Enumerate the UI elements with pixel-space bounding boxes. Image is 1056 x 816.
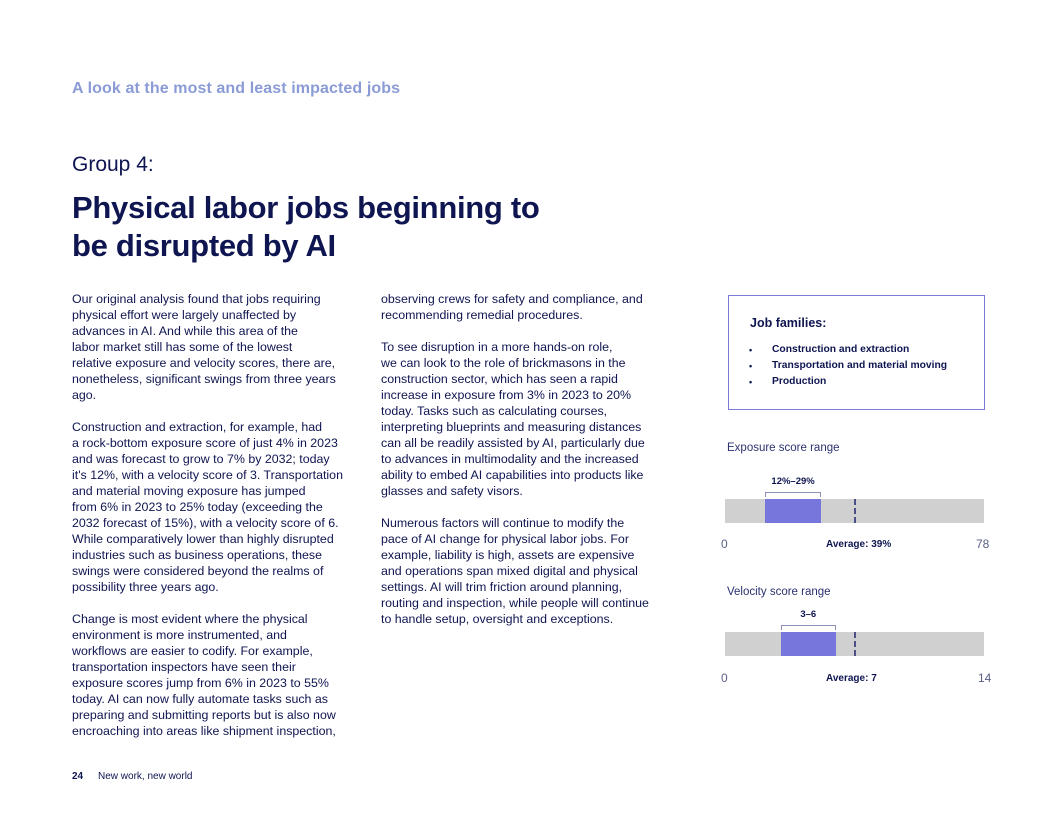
body-paragraph: observing crews for safety and compliance, and recommending remedial procedures. [381,292,643,322]
section-label: A look at the most and least impacted jobs [72,80,401,97]
group-label: Group 4: [72,153,154,176]
body-paragraph: To see disruption in a more hands-on role, we can look to the role of brickmasons in the construction sector, which has seen a rapid increase in exposure from 3% in 2023 to 20% today. Tasks such as calculating courses, interpreting blueprints and measuring distances can all be readily assisted by AI, particularly due to advances in multimodality and the increased ability to embed AI capabilities into products like glasses and safety visors. [381,340,645,498]
page-title-line-2: be disrupted by AI [72,228,336,263]
axis-min-label: 0 [721,671,728,685]
chart-title: Velocity score range [727,586,831,598]
range-label: 3–6 [800,609,817,620]
range-bracket [765,492,821,497]
chart-title: Exposure score range [727,442,840,454]
chart-track [725,632,984,656]
body-paragraph: Numerous factors will continue to modify the pace of AI change for physical labor jobs. For example, liability is high, assets are expensive and operations span mixed digital and physical settings. AI will trim friction around planning, routing and inspection, while people will continue to handle setup, oversight and exceptions. [381,516,649,626]
job-families-box [728,295,985,410]
body-paragraph: Change is most evident where the physical environment is more instrumented, and workflows are easier to codify. For example, transportation inspectors have seen their exposure scores jump from 6% in 2023 to 55% today. AI can now fully automate tasks such as preparing and submitting reports but is also now encroaching into areas like shipment inspection, [72,612,336,738]
axis-min-label: 0 [721,537,728,551]
bullet-icon: • [749,345,753,355]
range-bar [781,632,837,656]
job-families-title: Job families: [750,316,827,330]
body-column-1 [72,291,362,755]
page-title [72,189,592,265]
average-label: Average: 7 [826,673,877,684]
body-paragraph: Construction and extraction, for example, had a rock-bottom exposure score of just 4% in 2023 and was forecast to grow to 7% by 2032; today it's 12%, with a velocity score of 3. Transportation and material moving exposure has jumped from 6% in 2023 to 25% today (exceeding the 2032 forecast of 15%), with a velocity score of 6. While comparatively lower than highly disrupted industries such as business operations, these swings were considered beyond the realms of possibility three years ago. [72,420,343,594]
range-bracket [781,625,837,630]
range-bar [765,499,821,523]
bullet-icon: • [749,361,753,371]
list-item [749,342,947,358]
page-title-line-1: Physical labor jobs beginning to [72,190,540,225]
average-marker [854,499,856,523]
page-number: 24 [72,771,84,782]
footer-title: New work, new world [98,771,193,782]
body-paragraph: Our original analysis found that jobs requiring physical effort were largely unaffected by advances in AI. And while this area of the labor market still has some of the lowest relative exposure and velocity scores, there are, nonetheless, significant swings from three years ago. [72,292,336,402]
chart-track [725,499,984,523]
axis-max-label: 78 [976,537,990,551]
job-family-label: Transportation and material moving [772,360,948,371]
body-column-2 [381,291,671,643]
job-family-label: Construction and extraction [772,344,910,355]
axis-max-label: 14 [978,671,992,685]
job-family-label: Production [772,376,827,387]
job-families-list [749,342,947,390]
bullet-icon: • [749,377,753,387]
list-item [749,374,947,390]
average-marker [854,632,856,656]
average-label: Average: 39% [826,539,892,550]
list-item [749,358,947,374]
range-label: 12%–29% [771,476,815,487]
